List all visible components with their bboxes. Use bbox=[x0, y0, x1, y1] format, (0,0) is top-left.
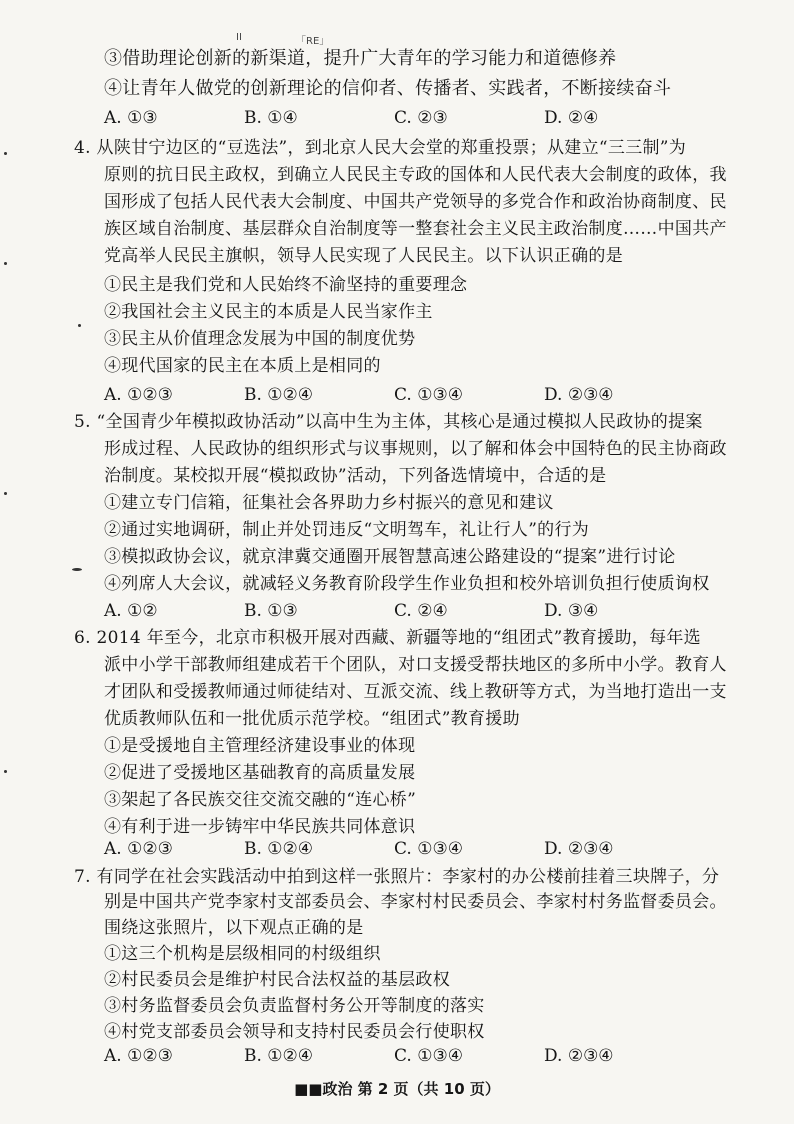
option-item: ②我国社会主义民主的本质是人民当家作主 bbox=[104, 302, 433, 322]
option-item: ④村党支部委员会领导和支持村民委员会行使职权 bbox=[104, 1022, 485, 1042]
answer-option: C. ②④ bbox=[394, 601, 448, 621]
answer-option: A. ①② bbox=[104, 601, 158, 621]
answer-option: C. ①③④ bbox=[394, 1046, 463, 1066]
option-item: ①民主是我们党和人民始终不渝坚持的重要理念 bbox=[104, 275, 468, 295]
question-stem-line: 6. 2014 年至今，北京市积极开展对西藏、新疆等地的“组团式”教育援助，每年选 bbox=[74, 628, 701, 648]
answer-option: D. ②③④ bbox=[544, 1046, 614, 1066]
page-footer: ■■政治 第 2 页（共 10 页） bbox=[294, 1080, 500, 1098]
answer-option: A. ①②③ bbox=[104, 1046, 173, 1066]
answer-option: B. ①④ bbox=[244, 108, 298, 128]
question-stem-line: 才团队和受援教师通过师徒结对、互派交流、线上教研等方式，为当地打造出一支 bbox=[104, 682, 727, 702]
answer-option: D. ②③④ bbox=[544, 385, 614, 405]
answer-option: A. ①②③ bbox=[104, 839, 173, 859]
question-stem-line: 党高举人民民主旗帜，领导人民实现了人民民主。以下认识正确的是 bbox=[104, 246, 623, 266]
scan-speck bbox=[4, 492, 7, 495]
option-item: ③村务监督委员会负责监督村务公开等制度的落实 bbox=[104, 996, 485, 1016]
option-item: ②促进了受援地区基础教育的高质量发展 bbox=[104, 763, 416, 783]
scan-speck bbox=[78, 324, 81, 327]
option-item: ①建立专门信箱，征集社会各界助力乡村振兴的意见和建议 bbox=[104, 493, 554, 513]
question-stem-line: 族区域自治制度、基层群众自治制度等一整套社会主义民主政治制度……中国共产 bbox=[104, 219, 727, 239]
answer-option: C. ①③④ bbox=[394, 839, 463, 859]
scan-speck bbox=[72, 568, 82, 571]
question-stem-line: 派中小学干部教师组建成若干个团队，对口支援受帮扶地区的多所中小学。教育人 bbox=[104, 655, 727, 675]
scan-mark: II bbox=[236, 32, 242, 43]
scan-speck bbox=[4, 770, 7, 773]
answer-option: B. ①②④ bbox=[244, 385, 314, 405]
scan-speck bbox=[4, 262, 7, 265]
answer-option: A. ①②③ bbox=[104, 385, 173, 405]
question-stem-line: 国形成了包括人民代表大会制度、中国共产党领导的多党合作和政治协商制度、民 bbox=[104, 192, 727, 212]
option-item: ①这三个机构是层级相同的村级组织 bbox=[104, 944, 381, 964]
answer-option: D. ②④ bbox=[544, 108, 599, 128]
question-stem-line: 4. 从陕甘宁边区的“豆选法”，到北京人民大会堂的郑重投票；从建立“三三制”为 bbox=[74, 138, 687, 158]
answer-option: D. ②③④ bbox=[544, 839, 614, 859]
question-stem-line: 别是中国共产党李家村支部委员会、李家村村民委员会、李家村村务监督委员会。 bbox=[104, 892, 727, 912]
option-item: ④列席人大会议，就减轻义务教育阶段学生作业负担和校外培训负担行使质询权 bbox=[104, 574, 710, 594]
question-stem-line: 治制度。某校拟开展“模拟政协”活动，下列备选情境中，合适的是 bbox=[104, 466, 607, 486]
question-stem-line: 5. “全国青少年模拟政协活动”以高中生为主体，其核心是通过模拟人民政协的提案 bbox=[74, 412, 703, 432]
question-stem-line: 围绕这张照片，以下观点正确的是 bbox=[104, 918, 364, 938]
option-item: ④现代国家的民主在本质上是相同的 bbox=[104, 356, 381, 376]
question-stem-line: 形成过程、人民政协的组织形式与议事规则，以了解和体会中国特色的民主协商政 bbox=[104, 439, 727, 459]
option-item: ②村民委员会是维护村民合法权益的基层政权 bbox=[104, 970, 450, 990]
option-item: ③架起了各民族交往交流交融的“连心桥” bbox=[104, 790, 417, 810]
option-item: ③借助理论创新的新渠道，提升广大青年的学习能力和道德修养 bbox=[104, 48, 617, 69]
option-item: ②通过实地调研，制止并处罚违反“文明驾车，礼让行人”的行为 bbox=[104, 520, 590, 540]
answer-option: B. ①③ bbox=[244, 601, 298, 621]
answer-option: D. ③④ bbox=[544, 601, 599, 621]
option-item: ③民主从价值理念发展为中国的制度优势 bbox=[104, 329, 416, 349]
answer-option: C. ②③ bbox=[394, 108, 448, 128]
question-stem-line: 原则的抗日民主政权，到确立人民民主专政的国体和人民代表大会制度的政体，我 bbox=[104, 165, 727, 185]
scan-speck bbox=[4, 152, 7, 155]
question-stem-line: 优质教师队伍和一批优质示范学校。“组团式”教育援助 bbox=[104, 709, 520, 729]
answer-option: A. ①③ bbox=[104, 108, 158, 128]
option-item: ①是受援地自主管理经济建设事业的体现 bbox=[104, 736, 416, 756]
option-item: ④有利于进一步铸牢中华民族共同体意识 bbox=[104, 817, 416, 837]
option-item: ③模拟政协会议，就京津冀交通圈开展智慧高速公路建设的“提案”进行讨论 bbox=[104, 547, 676, 567]
scan-mark: 「RE」 bbox=[296, 36, 330, 47]
question-stem-line: 7. 有同学在社会实践活动中拍到这样一张照片：李家村的办公楼前挂着三块牌子，分 bbox=[74, 867, 720, 887]
answer-option: B. ①②④ bbox=[244, 1046, 314, 1066]
answer-option: C. ①③④ bbox=[394, 385, 463, 405]
option-item: ④让青年人做党的创新理论的信仰者、传播者、实践者，不断接续奋斗 bbox=[104, 78, 672, 99]
answer-option: B. ①②④ bbox=[244, 839, 314, 859]
